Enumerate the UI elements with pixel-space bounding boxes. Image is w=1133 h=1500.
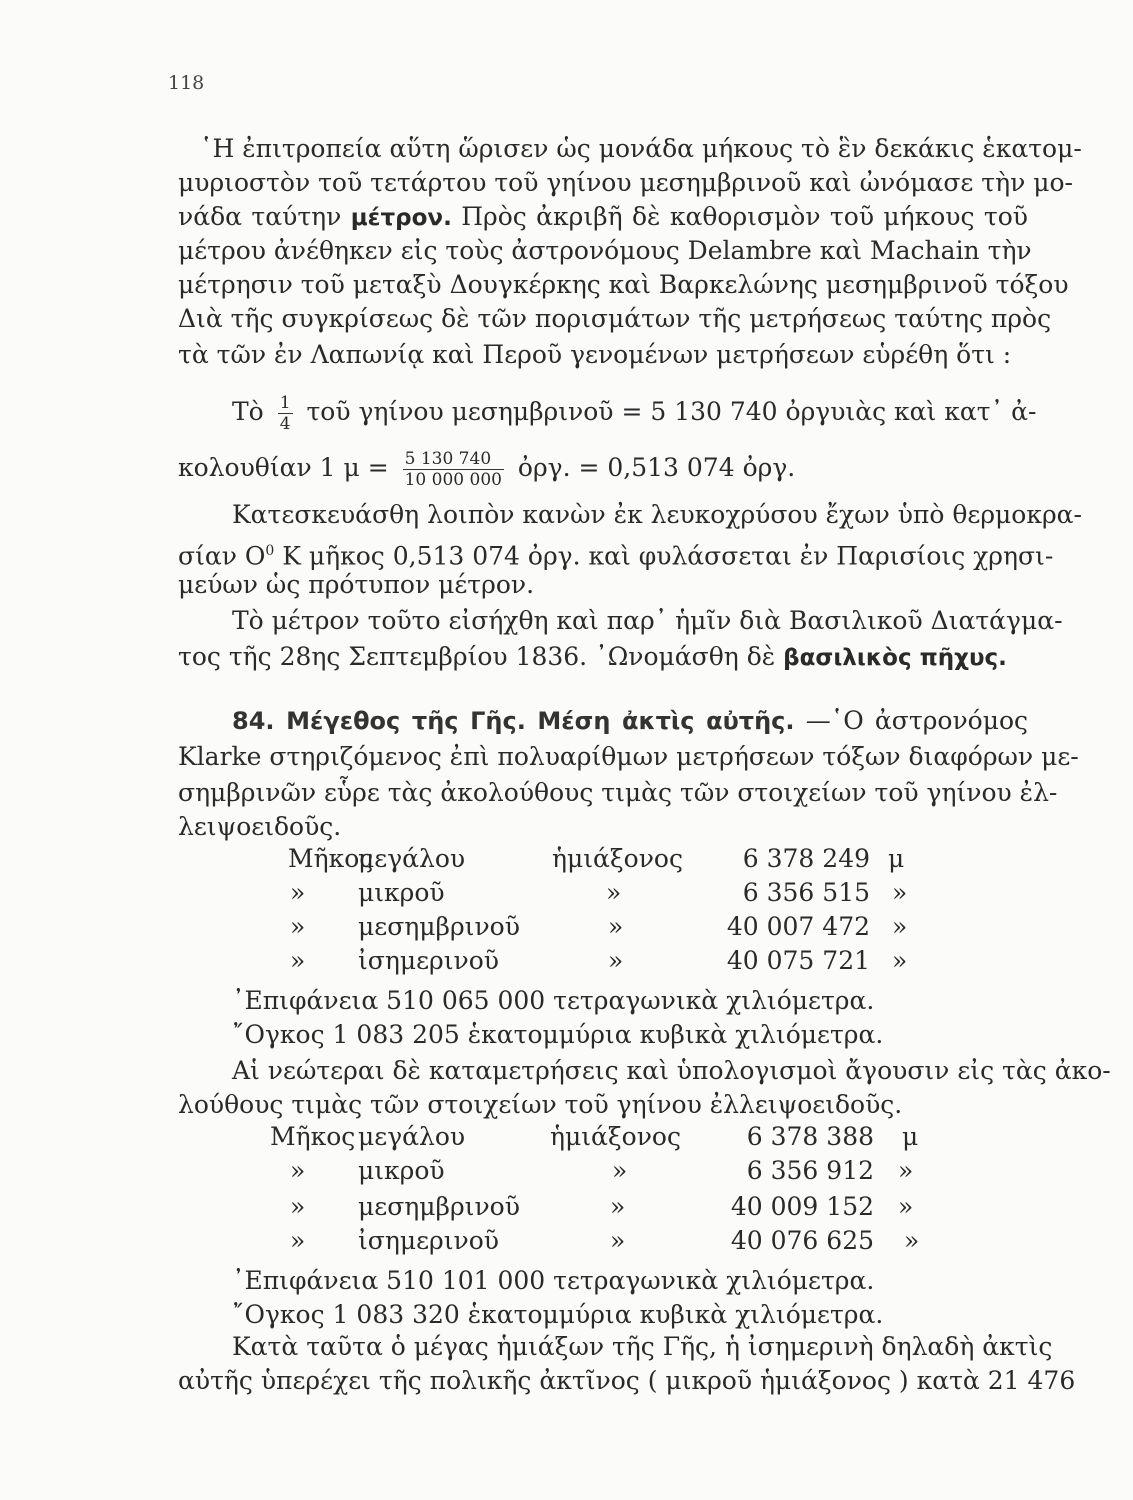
row-label: »	[290, 946, 306, 975]
row-label: »	[290, 1156, 306, 1185]
text-line: λειψοειδοῦς.	[178, 812, 342, 841]
row-label: Μῆκος	[270, 1122, 356, 1151]
row-label: »	[290, 1226, 306, 1255]
text-span: σίαν O	[178, 541, 266, 571]
text-span: ὀργ. = 0,513 074 ὀργ.	[517, 453, 796, 482]
row-qualifier: ἰσημερινοῦ	[358, 1226, 499, 1255]
fraction-numerator: 1	[279, 393, 291, 413]
row-unit: »	[904, 1226, 920, 1255]
text-line: ῎Ογκος 1 083 320 ἑκατομμύρια κυβικὰ χιλιόμετρα.	[232, 1300, 884, 1329]
row-qualifier: μικροῦ	[358, 1156, 445, 1185]
table-row	[0, 910, 1133, 944]
text-span: —῾Ο ἀστρονόμος	[805, 706, 1028, 735]
table-row	[0, 1190, 1133, 1224]
text-span: K μῆκος 0,513 074 ὀργ. καὶ φυλάσσεται ἐν Παρισίοις χρησι-	[274, 541, 1054, 571]
section-heading-line	[232, 704, 1028, 738]
fraction-numerator: 5 130 740	[403, 449, 504, 470]
text-line	[178, 200, 1028, 235]
fraction	[278, 393, 293, 434]
row-axis: ἡμιάξονος	[552, 844, 683, 873]
text-line: ᾿Επιφάνεια 510 065 000 τετραγωνικὰ χιλιόμετρα.	[232, 986, 875, 1015]
text-line: τὰ τῶν ἐν Λαπωνίᾳ καὶ Περοῦ γενομένων μετρήσεων εὑρέθη ὅτι :	[178, 340, 1012, 369]
row-value: 40 009 152	[730, 1192, 874, 1221]
text-span: τος τῆς 28ης Σεπτεμβρίου 1836. ᾿Ωνομάσθη δὲ	[178, 642, 776, 671]
row-label: »	[290, 878, 306, 907]
row-unit: »	[892, 946, 908, 975]
section-heading: 84. Μέγεθος τῆς Γῆς. Μέση ἀκτὶς αὐτῆς.	[232, 707, 795, 735]
table-row	[0, 1224, 1133, 1258]
text-span: τοῦ γηίνου μεσημβρινοῦ = 5 130 740 ὀργυιὰς καὶ κατ᾽ ἀ-	[306, 397, 1037, 426]
row-axis: »	[610, 1226, 626, 1255]
text-span: Τὸ	[232, 397, 264, 426]
fraction-denominator: 10 000 000	[404, 470, 502, 490]
row-unit: »	[898, 1192, 914, 1221]
text-span: Πρὸς ἀκριβῆ δὲ καθορισμὸν τοῦ μήκους τοῦ	[461, 202, 1028, 231]
row-qualifier: μεγάλου	[358, 1122, 466, 1151]
row-qualifier: ἰσημερινοῦ	[358, 946, 499, 975]
text-line: μέτρησιν τοῦ μεταξὺ Δουγκέρκης καὶ Βαρκελώνης μεσημβρινοῦ τόξου	[178, 270, 1069, 299]
row-axis: »	[606, 878, 622, 907]
row-qualifier: μεγάλου	[358, 844, 466, 873]
text-line: αὐτῆς ὑπερέχει τῆς πολικῆς ἀκτῖνος ( μικροῦ ἡμιάξονος ) κατὰ 21 476	[178, 1366, 1076, 1395]
bold-term: μέτρον.	[350, 205, 452, 231]
text-line: Κατεσκευάσθη λοιπὸν κανὼν ἐκ λευκοχρύσου ἔχων ὑπὸ θερμοκρα-	[232, 500, 1082, 529]
bold-term: βασιλικὸς πῆχυς.	[783, 645, 1007, 671]
row-unit: »	[898, 1156, 914, 1185]
row-value: 6 356 515	[742, 878, 870, 907]
row-qualifier: μικροῦ	[358, 878, 445, 907]
row-value: 6 378 249	[742, 844, 870, 873]
text-line: μέτρου ἀνέθηκεν εἰς τοὺς ἀστρονόμους Delambre καὶ Machain τὴν	[178, 236, 1032, 265]
table-row	[0, 1154, 1133, 1188]
text-line: μυριοστὸν τοῦ τετάρτου τοῦ γηίνου μεσημβρινοῦ καὶ ὠνόμασε τὴν μο-	[178, 168, 1073, 197]
row-value: 40 075 721	[726, 946, 870, 975]
row-value: 6 356 912	[746, 1156, 874, 1185]
table-row	[0, 842, 1133, 876]
row-qualifier: μεσημβρινοῦ	[358, 912, 520, 941]
row-qualifier: μεσημβρινοῦ	[358, 1192, 520, 1221]
text-line: ᾿Επιφάνεια 510 101 000 τετραγωνικὰ χιλιόμετρα.	[232, 1266, 875, 1295]
row-value: 6 378 388	[746, 1122, 874, 1151]
row-axis: »	[612, 1156, 628, 1185]
text-span: κολουθίαν 1 μ =	[178, 453, 389, 482]
text-line: Κατὰ ταῦτα ὁ μέγας ἡμιάξων τῆς Γῆς, ἡ ἰσημερινὴ δηλαδὴ ἀκτὶς	[232, 1332, 1053, 1361]
text-line	[178, 640, 1028, 675]
row-value: 40 007 472	[726, 912, 870, 941]
row-unit: μ	[888, 844, 905, 873]
table-row	[0, 944, 1133, 978]
row-label: Μῆκος	[288, 844, 374, 873]
text-line: Αἱ νεώτεραι δὲ καταμετρήσεις καὶ ὑπολογισμοὶ ἄγουσιν εἰς τὰς ἀκο-	[232, 1056, 1111, 1085]
fraction-denominator: 4	[279, 414, 291, 434]
formula-line	[232, 390, 1037, 434]
row-unit: »	[892, 912, 908, 941]
row-unit: μ	[902, 1122, 919, 1151]
row-unit: »	[892, 878, 908, 907]
superscript: 0	[265, 543, 275, 559]
text-line: Klarke στηριζόμενος ἐπὶ πολυαρίθμων μετρήσεων τόξων διαφόρων με-	[178, 742, 1079, 771]
text-line: ῾Η ἐπιτροπεία αὕτη ὥρισεν ὡς μονάδα μήκους τὸ ἓν δεκάκις ἑκατομ-	[200, 134, 1082, 163]
row-value: 40 076 625	[730, 1226, 874, 1255]
fraction	[403, 449, 504, 490]
text-line: ῎Ογκος 1 083 205 ἑκατομμύρια κυβικὰ χιλιόμετρα.	[232, 1020, 884, 1049]
row-axis: ἡμιάξονος	[550, 1122, 681, 1151]
row-axis: »	[608, 912, 624, 941]
row-axis: »	[610, 1192, 626, 1221]
table-row	[0, 1120, 1133, 1154]
table-row	[0, 876, 1133, 910]
row-label: »	[290, 1192, 306, 1221]
row-axis: »	[608, 946, 624, 975]
text-line: Τὸ μέτρον τοῦτο εἰσήχθη καὶ παρ᾽ ἡμῖν διὰ Βασιλικοῦ Διατάγμα-	[232, 606, 1063, 635]
text-span: νάδα ταύτην	[178, 202, 342, 231]
text-line: Διὰ τῆς συγκρίσεως δὲ τῶν πορισμάτων τῆς μετρήσεως ταύτης πρὸς	[178, 304, 1052, 333]
text-line: σημβρινῶν εὗρε τὰς ἀκολούθους τιμὰς τῶν στοιχείων τοῦ γηίνου ἐλ-	[178, 778, 1058, 807]
row-label: »	[290, 912, 306, 941]
formula-line	[178, 446, 1028, 490]
text-line: μεύων ὡς πρότυπον μέτρον.	[178, 570, 535, 599]
text-line: λούθους τιμὰς τῶν στοιχείων τοῦ γηίνου ἐλλειψοειδοῦς.	[178, 1090, 903, 1119]
page-number: 118	[168, 72, 205, 94]
